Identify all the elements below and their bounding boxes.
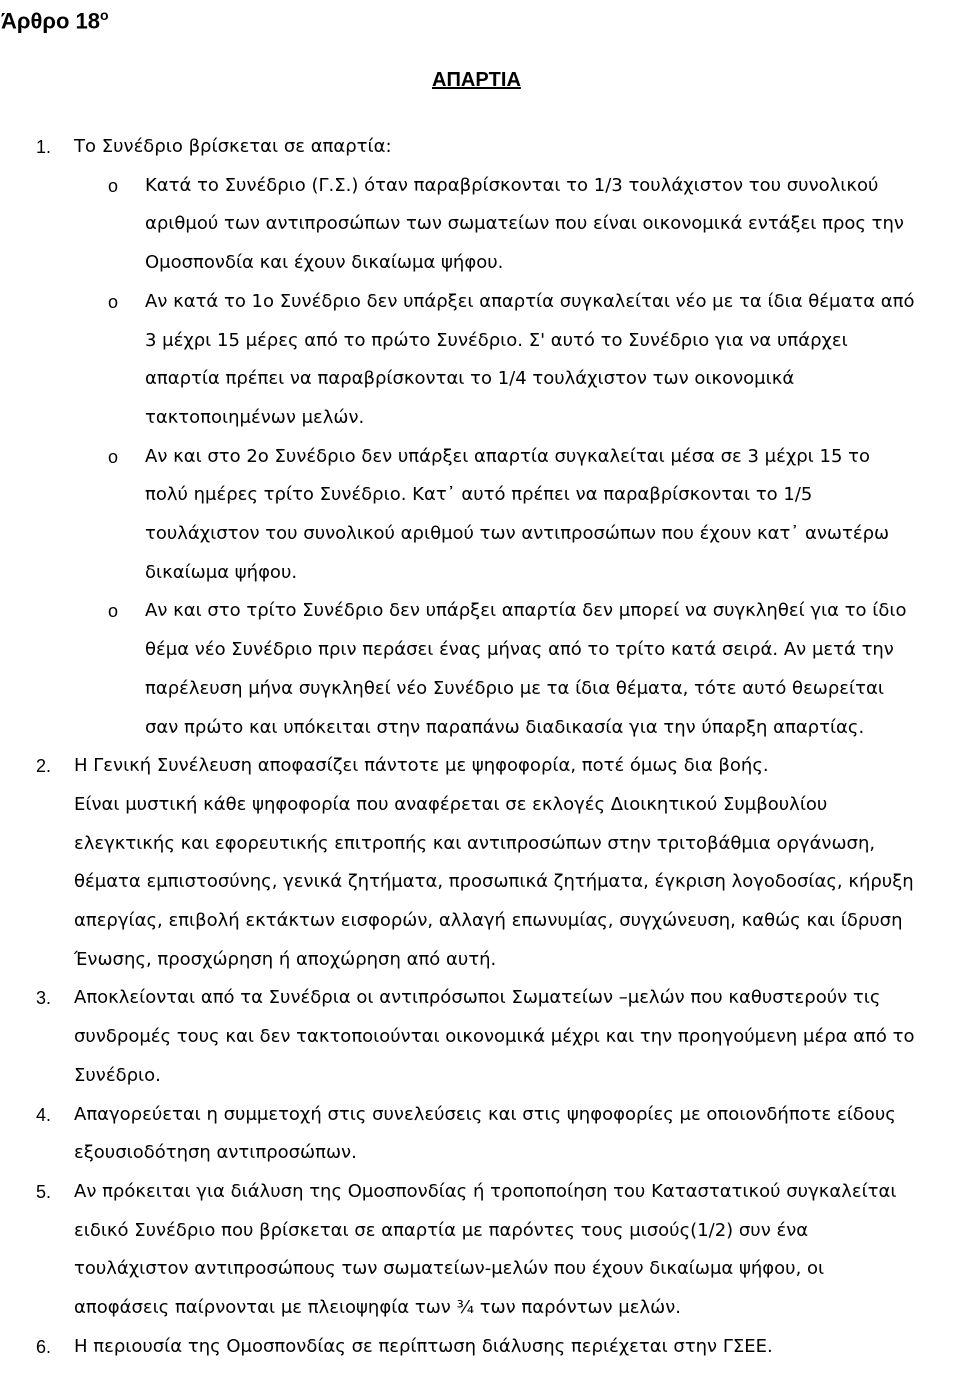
item-text-line: Το Συνέδριο βρίσκεται σε απαρτία:: [74, 136, 392, 157]
item-number: 1.: [36, 137, 52, 157]
item-text-line: Η περιουσία της Ομοσπονδίας σε περίπτωση διάλυσης περιέχεται στην ΓΣΕΕ.: [74, 1335, 773, 1357]
item-text-line: Απαγορεύεται η συμμετοχή στις συνελεύσεις και στις ψηφοφορίες με οποιονδήποτε είδους: [74, 1103, 896, 1125]
sub-item-text-line: τακτοποιημένων μελών.: [145, 406, 365, 428]
sub-item-text-line: Κατά το Συνέδριο (Γ.Σ.) όταν παραβρίσκονται το 1/3 τουλάχιστον του συνολικού: [145, 174, 879, 196]
item-text-line: ελεγκτικής και εφορευτικής επιτροπής και αντιπροσώπων στην τριτοβάθμια οργάνωση,: [74, 832, 876, 854]
bullet-icon: o: [108, 601, 119, 622]
item-text-line: Ένωσης, προσχώρηση ή αποχώρηση από αυτή.: [74, 948, 497, 970]
bullet-icon: o: [108, 291, 119, 312]
item-text-line: ειδικό Συνέδριο που βρίσκεται σε απαρτία με παρόντες τους μισούς(1/2) συν ένα: [74, 1219, 809, 1241]
sub-item-text-line: απαρτία πρέπει να παραβρίσκονται το 1/4 τουλάχιστον των οικονομικά: [145, 368, 795, 390]
item-text-line: Αν πρόκειται για διάλυση της Ομοσπονδίας ή τροποποίηση του Καταστατικού συγκαλείται: [74, 1180, 897, 1202]
sub-item-text-line: σαν πρώτο και υπόκειται στην παραπάνω διαδικασία για την ύπαρξη απαρτίας.: [145, 716, 865, 738]
item-text-line: απεργίας, επιβολή εκτάκτων εισφορών, αλλαγή επωνυμίας, συγχώνευση, καθώς και ίδρυση: [74, 910, 903, 931]
sub-item-text-line: θέμα νέο Συνέδριο πριν περάσει ένας μήνας από το τρίτο κατά σειρά. Αν μετά την: [145, 639, 894, 661]
sub-item-text-line: αριθμού των αντιπροσώπων των σωματείων που είναι οικονομικά εντάξει προς την: [145, 213, 904, 235]
item-text-line: τουλάχιστον αντιπροσώπους των σωματείων-μελών που έχουν δικαίωμα ψήφου, οι: [74, 1258, 825, 1280]
sub-item-text-line: πολύ ημέρες τρίτο Συνέδριο. Κατ᾽ αυτό πρέπει να παραβρίσκονται το 1/5: [145, 484, 813, 506]
item-text-line: θέματα εμπιστοσύνης, γενικά ζητήματα, προσωπικά ζητήματα, έγκριση λογοδοσίας, κήρυξη: [74, 871, 914, 893]
section-heading: ΑΠΑΡΤΙΑ: [432, 69, 521, 91]
item-text-line: Η Γενική Συνέλευση αποφασίζει πάντοτε με ψηφοφορία, ποτέ όμως δια βοής.: [74, 755, 769, 777]
item-number: 4.: [36, 1104, 52, 1125]
sub-item-text-line: 3 μέχρι 15 μέρες από το πρώτο Συνέδριο. Σ' αυτό το Συνέδριο για να υπάρχει: [145, 329, 848, 351]
sub-item-text-line: Αν και στο τρίτο Συνέδριο δεν υπάρξει απαρτία δεν μπορεί να συγκληθεί για το ίδιο: [145, 600, 907, 622]
item-text-line: αποφάσεις παίρνονται με πλειοψηφία των ¾ των παρόντων μελών.: [74, 1297, 681, 1318]
bullet-icon: o: [108, 446, 119, 467]
item-number: 3.: [36, 988, 52, 1009]
sub-item-text-line: δικαίωμα ψήφου.: [145, 561, 298, 583]
sub-item-text-line: Αν κατά το 1ο Συνέδριο δεν υπάρξει απαρτία συγκαλείται νέο με τα ίδια θέματα από: [145, 290, 915, 312]
item-number: 6.: [36, 1336, 52, 1357]
item-text-line: Αποκλείονται από τα Συνέδρια οι αντιπρόσωποι Σωματείων –μελών που καθυστερούν τις: [74, 987, 881, 1009]
sub-item-text-line: παρέλευση μήνα συγκληθεί νέο Συνέδριο με τα ίδια θέματα, τότε αυτό θεωρείται: [145, 677, 884, 699]
sub-item-text-line: Αν και στο 2ο Συνέδριο δεν υπάρξει απαρτία συγκαλείται μέσα σε 3 μέχρι 15 το: [145, 445, 870, 467]
item-text-line: συνδρομές τους και δεν τακτοποιούνται οικονομικά μέχρι και την προηγούμενη μέρα από το: [74, 1026, 915, 1048]
item-number: 5.: [36, 1181, 52, 1202]
bullet-icon: o: [108, 175, 119, 196]
item-text-line: Συνέδριο.: [74, 1064, 161, 1086]
sub-item-text-line: τουλάχιστον του συνολικού αριθμού των αντιπροσώπων που έχουν κατ᾽ ανωτέρω: [145, 523, 890, 544]
item-text-line: Είναι μυστική κάθε ψηφοφορία που αναφέρεται σε εκλογές Διοικητικού Συμβουλίου: [74, 793, 828, 815]
sub-item-text-line: Ομοσπονδία και έχουν δικαίωμα ψήφου.: [145, 252, 504, 274]
item-number: 2.: [36, 756, 52, 777]
article-title: Άρθρο $18^o$: [1, 7, 109, 34]
item-text-line: εξουσιοδότηση αντιπροσώπων.: [74, 1142, 357, 1164]
